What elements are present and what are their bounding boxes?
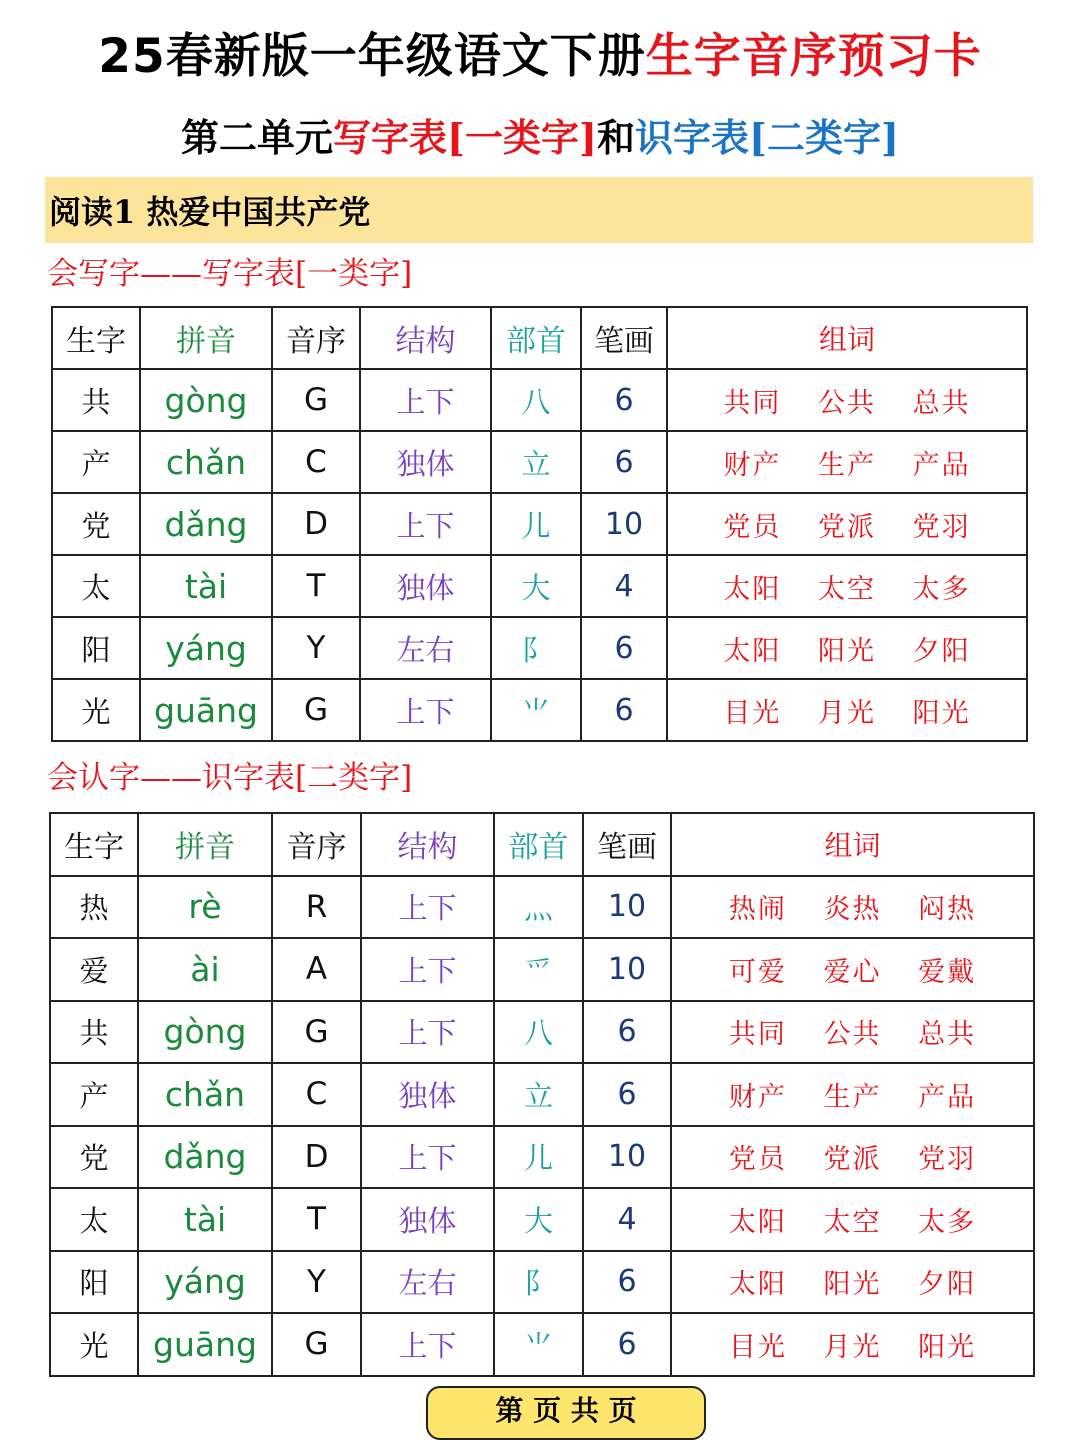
cell-structure: 上下	[360, 493, 491, 555]
cell-char: 光	[52, 679, 140, 741]
cell-order: D	[272, 1126, 361, 1189]
table-header-row	[50, 813, 1034, 876]
reading-chars-table	[49, 812, 1035, 1377]
table-row	[52, 617, 1027, 679]
cell-order: Y	[272, 1251, 361, 1314]
header-words: 组词	[667, 307, 1027, 369]
cell-char: 阳	[50, 1251, 138, 1314]
table-row	[50, 938, 1034, 1001]
cell-order: T	[272, 1188, 361, 1251]
cell-structure: 独体	[360, 555, 491, 617]
title-main: 25春新版一年级语文下册	[98, 29, 646, 84]
cell-strokes: 10	[583, 876, 671, 939]
table-row	[52, 493, 1027, 555]
cell-pinyin: guāng	[138, 1313, 272, 1376]
subtitle-reading-table: 识字表[二类字]	[635, 115, 899, 160]
cell-order: G	[272, 1313, 361, 1376]
cell-radical: 阝	[494, 1251, 583, 1314]
cell-strokes: 10	[583, 938, 671, 1001]
cell-radical: 灬	[494, 876, 583, 939]
lesson-title: 阅读1 热爱中国共产党	[49, 193, 371, 231]
header-structure: 结构	[361, 813, 494, 876]
cell-pinyin: tài	[140, 555, 272, 617]
cell-words: 目光 月光 阳光	[671, 1313, 1034, 1376]
page-subtitle	[0, 108, 1080, 168]
cell-strokes: 6	[583, 1063, 671, 1126]
cell-strokes: 6	[581, 431, 667, 493]
cell-structure: 独体	[360, 431, 491, 493]
cell-structure: 上下	[361, 938, 494, 1001]
cell-strokes: 10	[583, 1126, 671, 1189]
cell-pinyin: gòng	[138, 1001, 272, 1064]
table-header-row	[52, 307, 1027, 369]
cell-pinyin: ài	[138, 938, 272, 1001]
cell-words: 共同 公共 总共	[671, 1001, 1034, 1064]
cell-strokes: 6	[581, 617, 667, 679]
cell-char: 太	[52, 555, 140, 617]
cell-strokes: 6	[581, 679, 667, 741]
cell-words: 热闹 炎热 闷热	[671, 876, 1034, 939]
subtitle-writing-table: 写字表[一类字]	[333, 115, 597, 160]
header-radical: 部首	[494, 813, 583, 876]
cell-char: 党	[52, 493, 140, 555]
table-row	[52, 555, 1027, 617]
cell-structure: 左右	[361, 1251, 494, 1314]
writing-table-body	[52, 307, 1027, 741]
cell-order: G	[272, 1001, 361, 1064]
page-nav-button[interactable]: 第 页 共 页	[426, 1386, 706, 1440]
table-row	[50, 1126, 1034, 1189]
cell-order: C	[272, 431, 360, 493]
cell-radical: 立	[491, 431, 581, 493]
cell-words: 财产 生产 产品	[667, 431, 1027, 493]
cell-words: 太阳 阳光 夕阳	[667, 617, 1027, 679]
cell-char: 产	[50, 1063, 138, 1126]
cell-pinyin: chǎn	[138, 1063, 272, 1126]
cell-words: 党员 党派 党羽	[671, 1126, 1034, 1189]
cell-char: 热	[50, 876, 138, 939]
header-pinyin: 拼音	[138, 813, 272, 876]
cell-order: G	[272, 369, 360, 431]
cell-words: 可爱 爱心 爱戴	[671, 938, 1034, 1001]
header-words: 组词	[671, 813, 1034, 876]
cell-radical: 阝	[491, 617, 581, 679]
cell-pinyin: dǎng	[140, 493, 272, 555]
cell-radical: 大	[491, 555, 581, 617]
header-strokes: 笔画	[581, 307, 667, 369]
cell-order: R	[272, 876, 361, 939]
cell-pinyin: yáng	[138, 1251, 272, 1314]
cell-order: A	[272, 938, 361, 1001]
lesson-title-bar	[45, 177, 1033, 243]
section-label-writing: 会写字——写字表[一类字]	[47, 256, 413, 292]
subtitle-and: 和	[597, 115, 636, 160]
cell-strokes: 6	[581, 369, 667, 431]
table-row	[50, 1188, 1034, 1251]
cell-pinyin: chǎn	[140, 431, 272, 493]
cell-radical: 八	[494, 1001, 583, 1064]
cell-radical: 大	[494, 1188, 583, 1251]
cell-strokes: 6	[583, 1251, 671, 1314]
cell-radical: 儿	[494, 1126, 583, 1189]
cell-char: 光	[50, 1313, 138, 1376]
section-label-reading: 会认字——识字表[二类字]	[47, 760, 413, 796]
cell-order: G	[272, 679, 360, 741]
cell-order: T	[272, 555, 360, 617]
cell-radical: 儿	[491, 493, 581, 555]
header-radical: 部首	[491, 307, 581, 369]
cell-structure: 独体	[361, 1063, 494, 1126]
cell-pinyin: tài	[138, 1188, 272, 1251]
cell-structure: 左右	[360, 617, 491, 679]
cell-words: 太阳 太空 太多	[671, 1188, 1034, 1251]
cell-words: 共同 公共 总共	[667, 369, 1027, 431]
cell-pinyin: dǎng	[138, 1126, 272, 1189]
header-order: 音序	[272, 307, 360, 369]
cell-words: 财产 生产 产品	[671, 1063, 1034, 1126]
cell-char: 共	[50, 1001, 138, 1064]
cell-structure: 上下	[360, 369, 491, 431]
cell-strokes: 4	[583, 1188, 671, 1251]
title-highlight: 生字音序预习卡	[645, 29, 982, 84]
table-row	[50, 1251, 1034, 1314]
cell-radical: ⺌	[494, 1313, 583, 1376]
table-row	[50, 876, 1034, 939]
cell-structure: 上下	[360, 679, 491, 741]
table-row	[52, 431, 1027, 493]
header-char: 生字	[50, 813, 138, 876]
cell-structure: 上下	[361, 876, 494, 939]
cell-words: 太阳 阳光 夕阳	[671, 1251, 1034, 1314]
cell-strokes: 10	[581, 493, 667, 555]
header-pinyin: 拼音	[140, 307, 272, 369]
cell-structure: 上下	[361, 1126, 494, 1189]
cell-radical: 立	[494, 1063, 583, 1126]
cell-char: 阳	[52, 617, 140, 679]
cell-char: 共	[52, 369, 140, 431]
cell-structure: 上下	[361, 1313, 494, 1376]
cell-order: Y	[272, 617, 360, 679]
cell-words: 目光 月光 阳光	[667, 679, 1027, 741]
cell-words: 太阳 太空 太多	[667, 555, 1027, 617]
header-structure: 结构	[360, 307, 491, 369]
table-row	[50, 1063, 1034, 1126]
header-strokes: 笔画	[583, 813, 671, 876]
cell-strokes: 6	[583, 1001, 671, 1064]
cell-radical: 爫	[494, 938, 583, 1001]
table-row	[52, 369, 1027, 431]
cell-char: 爱	[50, 938, 138, 1001]
header-order: 音序	[272, 813, 361, 876]
cell-words: 党员 党派 党羽	[667, 493, 1027, 555]
cell-char: 太	[50, 1188, 138, 1251]
cell-radical: ⺌	[491, 679, 581, 741]
cell-strokes: 4	[581, 555, 667, 617]
cell-pinyin: guāng	[140, 679, 272, 741]
cell-pinyin: gòng	[140, 369, 272, 431]
subtitle-unit: 第二单元	[181, 115, 334, 160]
cell-strokes: 6	[583, 1313, 671, 1376]
cell-pinyin: rè	[138, 876, 272, 939]
cell-char: 产	[52, 431, 140, 493]
cell-order: D	[272, 493, 360, 555]
table-row	[52, 679, 1027, 741]
table-row	[50, 1313, 1034, 1376]
cell-structure: 上下	[361, 1001, 494, 1064]
cell-radical: 八	[491, 369, 581, 431]
cell-char: 党	[50, 1126, 138, 1189]
page-title	[0, 22, 1080, 92]
header-char: 生字	[52, 307, 140, 369]
cell-pinyin: yáng	[140, 617, 272, 679]
table-row	[50, 1001, 1034, 1064]
writing-chars-table	[51, 306, 1028, 742]
cell-order: C	[272, 1063, 361, 1126]
reading-table-body	[50, 813, 1034, 1376]
cell-structure: 独体	[361, 1188, 494, 1251]
